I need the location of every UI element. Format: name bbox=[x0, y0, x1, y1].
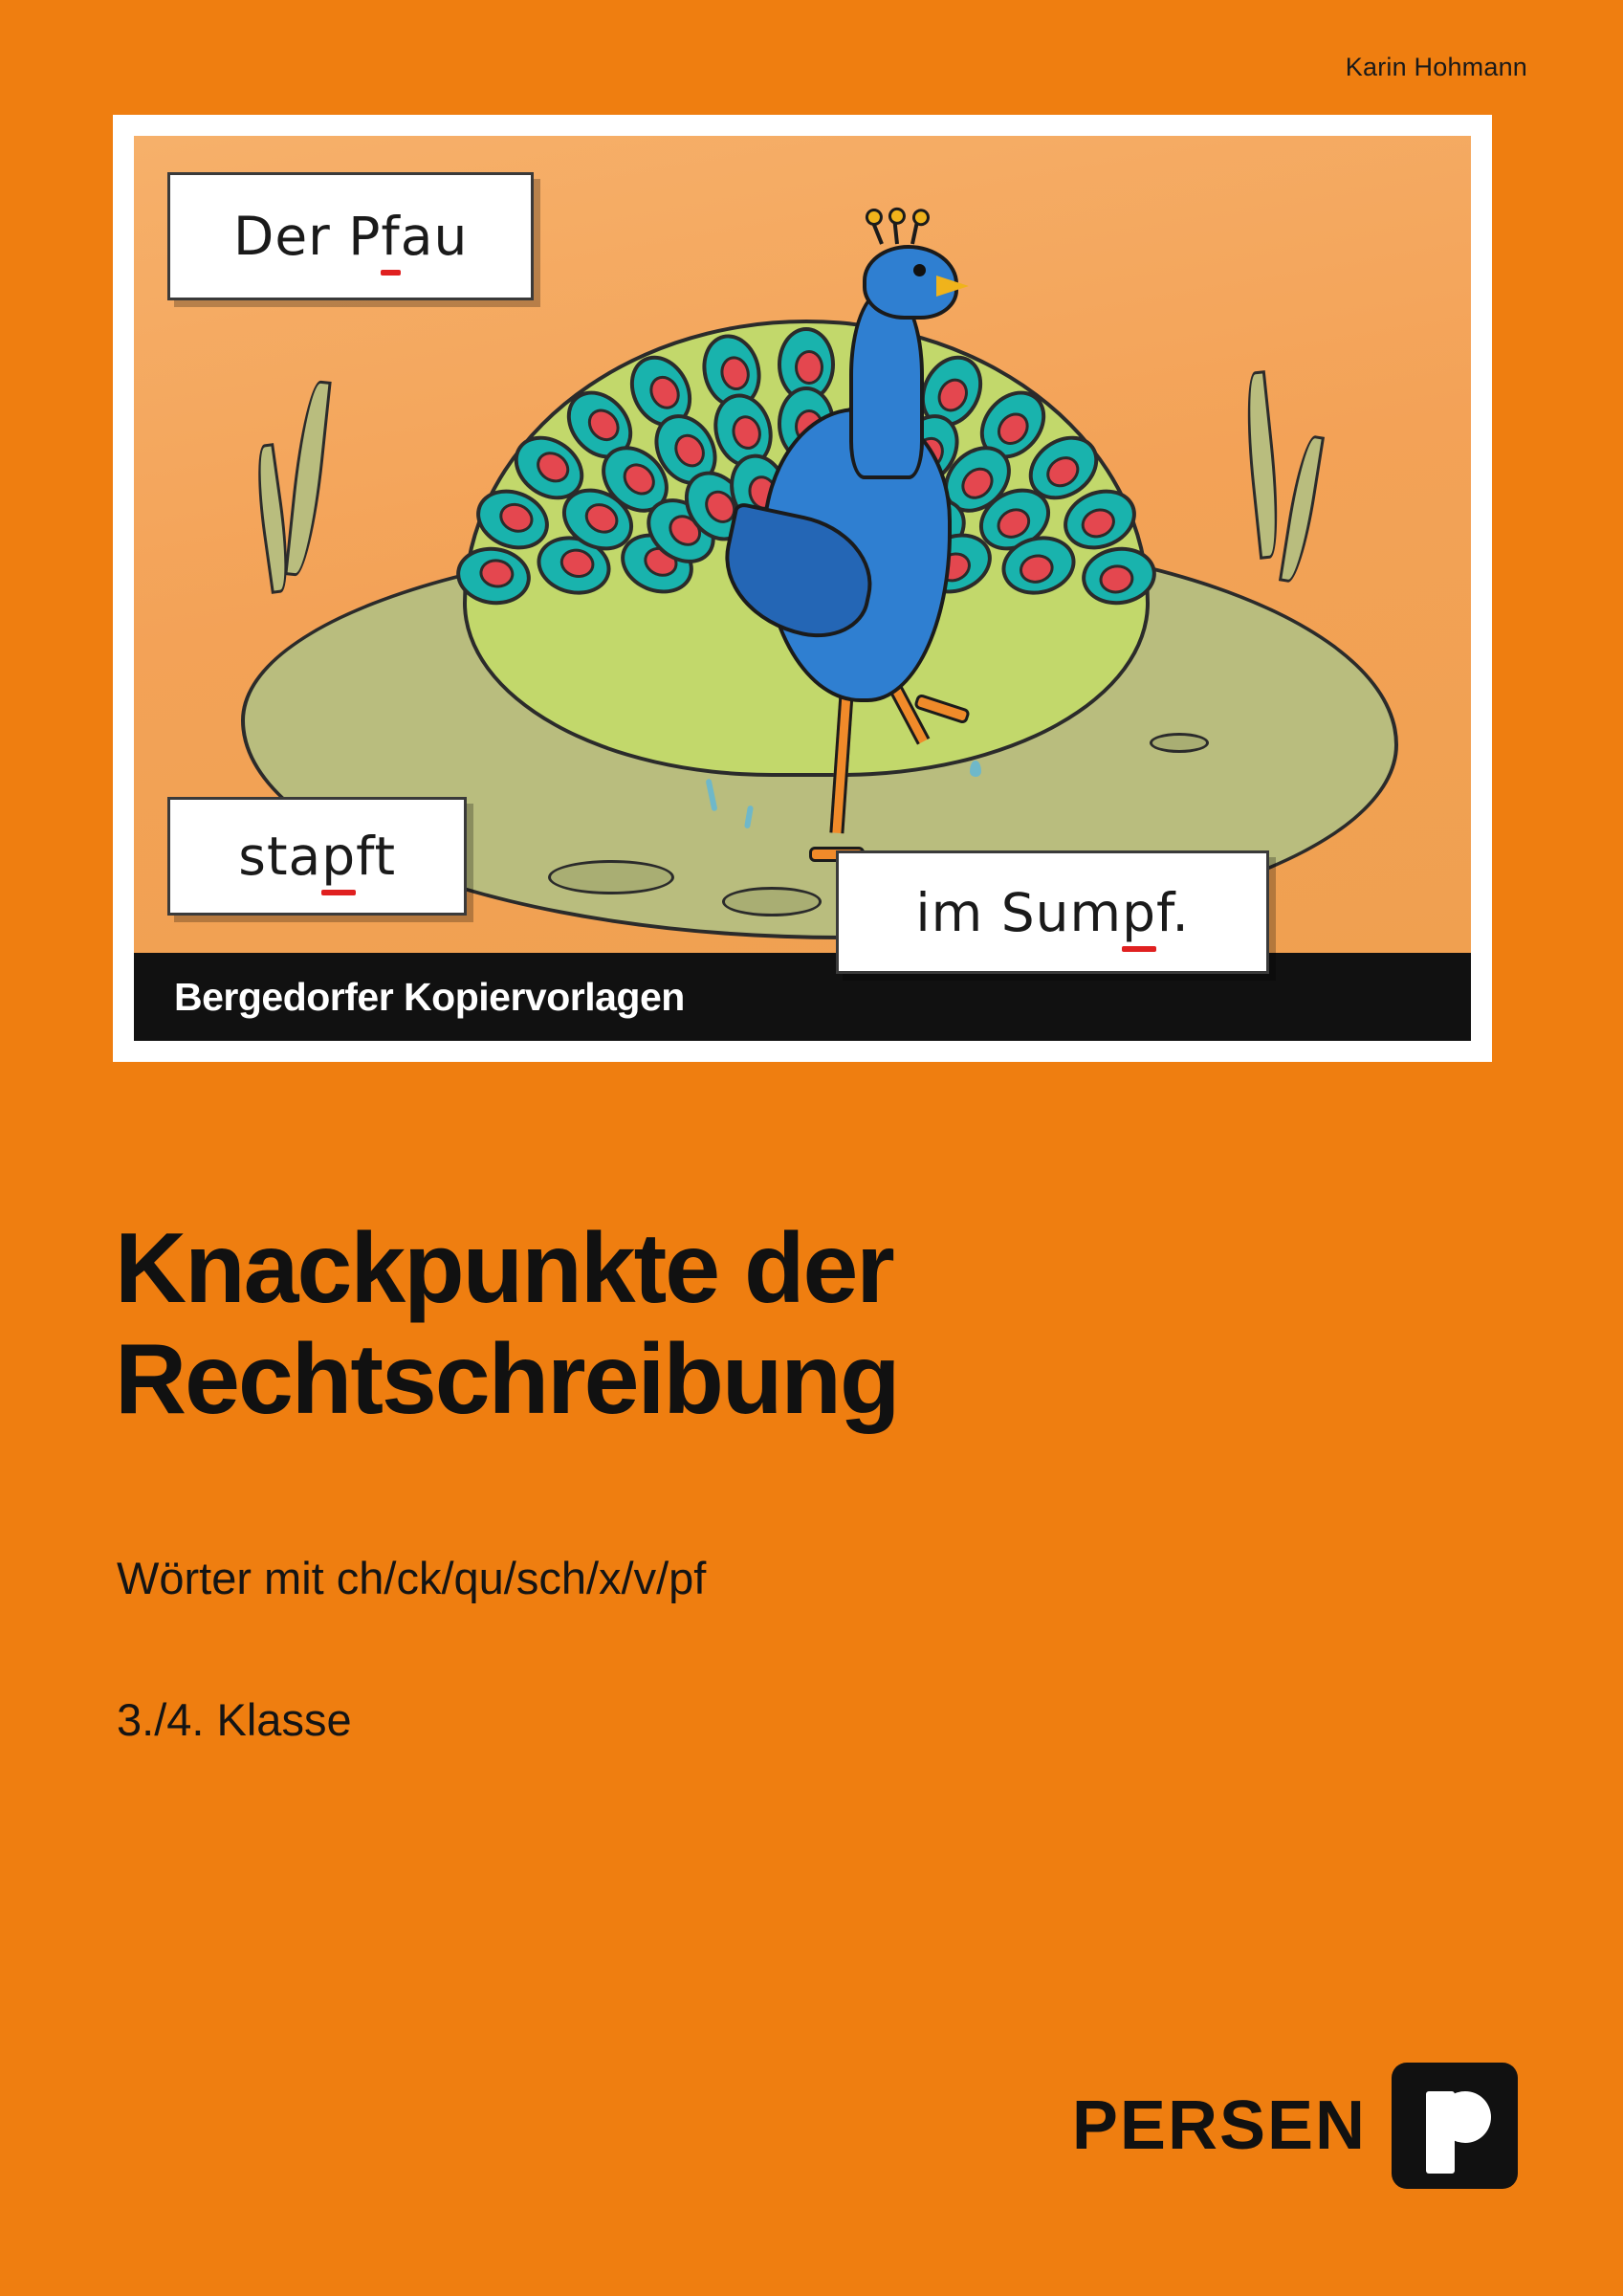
card2-prefix: sta bbox=[238, 825, 322, 887]
puddle-icon bbox=[722, 887, 822, 916]
card1-highlight: f bbox=[381, 205, 401, 267]
page-title bbox=[115, 1213, 1262, 1436]
title-line-2: Rechtschreibung bbox=[115, 1324, 899, 1436]
publisher-mark-icon bbox=[1392, 2063, 1518, 2189]
card3-highlight: p bbox=[1122, 881, 1156, 943]
card3-prefix: im Sum bbox=[915, 881, 1123, 943]
word-card-stapft bbox=[167, 797, 468, 916]
publisher-name: PERSEN bbox=[1071, 2087, 1367, 2164]
peacock-beak bbox=[936, 276, 969, 297]
cover-illustration bbox=[134, 136, 1471, 1041]
card1-suffix: au bbox=[400, 205, 469, 267]
card2-highlight: p bbox=[321, 825, 357, 887]
series-band bbox=[134, 953, 1471, 1041]
puddle-icon bbox=[548, 860, 674, 894]
card3-suffix: f. bbox=[1155, 881, 1190, 943]
word-card-der-pfau bbox=[167, 172, 534, 300]
author-name: Karin Hohmann bbox=[1345, 53, 1527, 81]
series-name: Bergedorfer Kopiervorlagen bbox=[174, 974, 685, 1019]
word-card-im-sumpf bbox=[836, 850, 1269, 974]
card1-prefix: Der P bbox=[232, 205, 382, 267]
peacock-crest bbox=[876, 204, 932, 244]
grade-level: 3./4. Klasse bbox=[117, 1694, 352, 1745]
title-line-1: Knackpunkte der bbox=[115, 1213, 893, 1324]
card2-suffix: ft bbox=[356, 825, 397, 887]
publisher-logo bbox=[1072, 2063, 1518, 2189]
reed-icon bbox=[284, 380, 331, 579]
water-drop-icon bbox=[970, 761, 981, 777]
reed-icon bbox=[1279, 433, 1325, 585]
subtitle: Wörter mit ch/ck/qu/sch/x/v/pf bbox=[117, 1553, 707, 1603]
cover-illustration-frame bbox=[113, 115, 1492, 1062]
reed-icon bbox=[1240, 370, 1284, 560]
